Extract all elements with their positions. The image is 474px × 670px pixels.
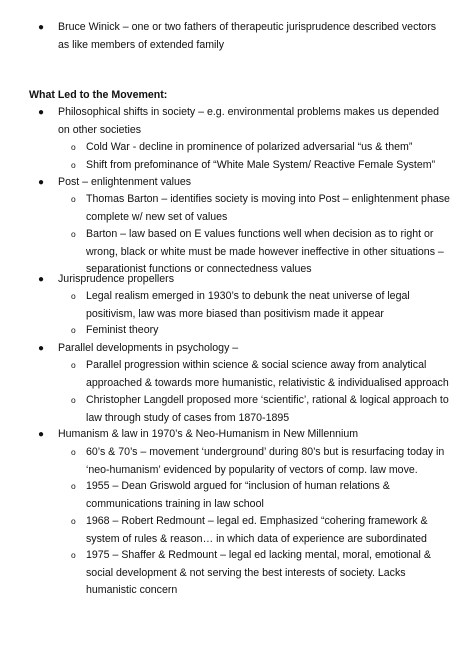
circle-bullet-icon: o: [71, 142, 76, 152]
sub-list-item: 1975 – Shaffer & Redmount – legal ed lacking mental, moral, emotional & social development & not serving the best interests of society. Lacks humanistic concern: [86, 549, 431, 597]
circle-bullet-icon: o: [71, 360, 76, 370]
list-item: Post – enlightenment values: [58, 176, 192, 188]
list-item: Humanism & law in 1970’s & Neo-Humanism in New Millennium: [58, 428, 359, 440]
circle-bullet-icon: o: [71, 291, 76, 301]
circle-bullet-icon: o: [71, 481, 76, 491]
bullet-icon: ●: [38, 429, 45, 440]
circle-bullet-icon: o: [71, 395, 76, 405]
sub-list-item: Cold War - decline in prominence of polarized adversarial “us & them”: [86, 141, 413, 153]
sub-list-item: 60’s & 70’s – movement ‘underground’ during 80’s but is resurfacing today in ‘neo-humanism’ evidenced by popularity of vectors of comp. law move.: [86, 446, 445, 476]
list-item: Philosophical shifts in society – e.g. environmental problems makes us depended on other societies: [58, 106, 439, 136]
circle-bullet-icon: o: [71, 194, 76, 204]
intro-list-item: Bruce Winick – one or two fathers of therapeutic jurisprudence described vectors as like members of extended family: [58, 21, 437, 51]
sub-list-item: 1968 – Robert Redmount – legal ed. Emphasized “cohering framework & system of rules & reason… in which data of experience are subordinated: [86, 515, 428, 545]
bullet-icon: ●: [38, 107, 45, 118]
sub-list-item: Christopher Langdell proposed more ‘scientific’, rational & logical approach to law through study of cases from 1870-1895: [86, 394, 449, 424]
sub-list-item: Shift from prefominance of “White Male System/ Reactive Female System”: [86, 159, 436, 171]
bullet-icon: ●: [38, 22, 45, 33]
circle-bullet-icon: o: [71, 550, 76, 560]
circle-bullet-icon: o: [71, 516, 76, 526]
bullet-icon: ●: [38, 343, 45, 354]
bullet-icon: ●: [38, 177, 45, 188]
sub-list-item: Barton – law based on E values functions well when decision as to right or wrong, black or white must be made however ineffective in other situations – separationist functions or connectedness values: [86, 228, 444, 276]
circle-bullet-icon: o: [71, 325, 76, 335]
sub-list-item: Thomas Barton – identifies society is moving into Post – enlightenment phase complete w/ new set of values: [86, 193, 450, 223]
circle-bullet-icon: o: [71, 229, 76, 239]
sub-list-item: Parallel progression within science & social science away from analytical approached & towards more humanistic, relativistic & individualised approach: [86, 359, 449, 389]
section-heading: What Led to the Movement:: [29, 89, 168, 101]
bullet-icon: ●: [38, 274, 45, 285]
list-item: Jurisprudence propellers: [58, 273, 175, 285]
circle-bullet-icon: o: [71, 160, 76, 170]
sub-list-item: 1955 – Dean Griswold argued for “inclusion of human relations & communications training in law school: [86, 480, 390, 510]
sub-list-item: Legal realism emerged in 1930’s to debunk the neat universe of legal positivism, law was more biased than positivism made it appear: [86, 290, 410, 320]
list-item: Parallel developments in psychology –: [58, 342, 239, 354]
circle-bullet-icon: o: [71, 447, 76, 457]
sub-list-item: Feminist theory: [86, 324, 159, 336]
